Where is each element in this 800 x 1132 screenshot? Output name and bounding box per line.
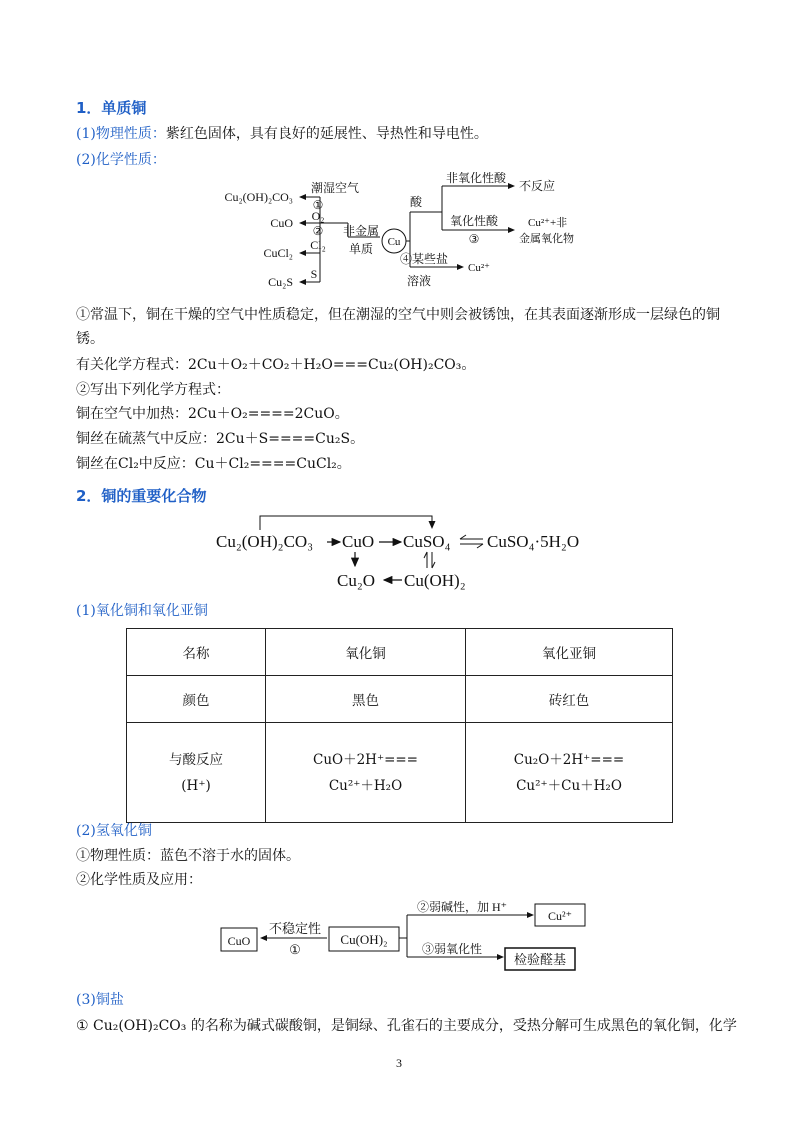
oxidizing-product-1: Cu²⁺+非 <box>528 217 568 229</box>
aldehyde-test: 检验醛基 <box>513 952 567 967</box>
hydroxide-physical: ①物理性质：蓝色不溶于水的固体。 <box>76 848 300 864</box>
reagent-moist-air: 潮湿空气 <box>310 181 360 195</box>
copper-salt-subtitle: (3)铜盐 <box>76 992 124 1008</box>
flow-cuso4-5h2o: CuSO₄·5H₂O <box>487 532 580 551</box>
cu-center: Cu <box>387 236 401 248</box>
chemical-properties-label: (2)化学性质： <box>76 152 166 168</box>
nonmetal-label-1: 非金属 <box>343 224 380 238</box>
oxides-subtitle: (1)氧化铜和氧化亚铜 <box>76 603 208 619</box>
no-reaction: 不反应 <box>519 179 556 193</box>
cu2o-acid-line2: Cu²⁺＋Cu＋H₂O <box>516 777 622 794</box>
salt-product: Cu²⁺ <box>468 262 490 274</box>
section-2-title: 2．铜的重要化合物 <box>76 487 207 505</box>
salt-solution-2: 溶液 <box>407 274 432 288</box>
acid-label-line1: 与酸反应 <box>169 751 223 768</box>
product-cu2s: Cu₂S <box>268 275 293 289</box>
equation-rust: 有关化学方程式：2Cu＋O₂＋CO₂＋H₂O===Cu₂(OH)₂CO₃。 <box>76 357 476 373</box>
product-cuo: CuO <box>270 216 293 230</box>
hyd-cuo: CuO <box>227 934 251 948</box>
copper-reaction-diagram <box>210 172 600 298</box>
table-cu2o-acid <box>466 723 673 823</box>
hydroxide-subtitle: (2)氢氧化铜 <box>76 823 152 839</box>
weak-base-label: ②弱碱性，加 H⁺ <box>417 900 508 914</box>
hyd-cu2plus: Cu²⁺ <box>548 909 572 923</box>
table-header-name: 名称 <box>127 629 266 676</box>
reagent-cl2: Cl₂ <box>310 238 326 252</box>
paragraph-corrosion: ①常温下，铜在干燥的空气中性质稳定，但在潮湿的空气中则会被锈蚀，在其表面逐渐形成一层绿色的铜 <box>76 307 720 323</box>
label-num2: ② <box>312 224 324 238</box>
acid-label: 酸 <box>410 195 423 209</box>
table-cu2o-color: 砖红色 <box>466 676 673 723</box>
write-equations-heading: ②写出下列化学方程式： <box>76 382 230 398</box>
reagent-s: S <box>310 267 318 281</box>
table-cuo-color: 黑色 <box>266 676 466 723</box>
equation-heating: 铜在空气中加热：2Cu＋O₂====2CuO。 <box>76 406 349 422</box>
table-row <box>127 676 673 723</box>
oxidizing-product-2: 金属氧化物 <box>519 233 574 245</box>
hyd-cuoh2: Cu(OH)₂ <box>340 932 388 947</box>
acid-label-line2: (H⁺) <box>181 777 211 794</box>
table-acid-label <box>127 723 266 823</box>
hydroxide-diagram <box>215 893 595 977</box>
page-number: 3 <box>396 1056 402 1070</box>
cu2o-acid-line1: Cu₂O＋2H⁺=== <box>513 751 625 768</box>
reagent-o2: O₂ <box>311 209 325 223</box>
table-color-label: 颜色 <box>127 676 266 723</box>
table-header-cu2o: 氧化亚铜 <box>466 629 673 676</box>
label-num1: ① <box>312 198 324 212</box>
physical-properties-label: (1)物理性质： <box>76 126 166 142</box>
table-row <box>127 723 673 823</box>
non-oxidizing-acid: 非氧化性酸 <box>445 172 507 185</box>
hydroxide-chemical-heading: ②化学性质及应用： <box>76 872 202 888</box>
product-cucl2: CuCl₂ <box>263 246 293 260</box>
cuo-acid-line1: CuO＋2H⁺=== <box>312 751 418 768</box>
nonmetal-label-2: 单质 <box>349 242 374 256</box>
weak-oxidizing-label: ③弱氧化性 <box>422 942 483 956</box>
flow-cuso4: CuSO₄ <box>403 532 451 551</box>
oxide-comparison-table <box>126 628 673 823</box>
copper-salt-paragraph: ① Cu₂(OH)₂CO₃ 的名称为碱式碳酸铜，是铜绿、孔雀石的主要成分，受热分解可生成黑色的氧化铜，化学 <box>76 1018 737 1034</box>
physical-properties-line <box>76 124 488 144</box>
salt-solution-1: ④某些盐 <box>400 252 449 266</box>
physical-properties-text: 紫红色固体，具有良好的延展性、导热性和导电性。 <box>165 126 488 142</box>
unstable-label: 不稳定性 <box>268 921 322 936</box>
paragraph-corrosion-cont: 锈。 <box>76 331 104 347</box>
table-row <box>127 629 673 676</box>
flow-cuo: CuO <box>342 532 375 551</box>
equation-chlorine: 铜丝在Cl₂中反应：Cu＋Cl₂====CuCl₂。 <box>76 456 351 472</box>
flow-cuoh2: Cu(OH)₂ <box>404 571 466 590</box>
flow-cu2oh2co3: Cu₂(OH)₂CO₃ <box>216 532 314 551</box>
hyd-num1: ① <box>289 942 301 957</box>
product-cu2oh2co3: Cu₂(OH)₂CO₃ <box>224 190 293 204</box>
table-header-cuo: 氧化铜 <box>266 629 466 676</box>
table-cuo-acid <box>266 723 466 823</box>
compound-flow-diagram <box>210 508 600 594</box>
cuo-acid-line2: Cu²⁺＋H₂O <box>328 777 403 794</box>
label-num3: ③ <box>468 232 480 246</box>
oxidizing-acid: 氧化性酸 <box>449 214 499 228</box>
equation-sulfur: 铜丝在硫蒸气中反应：2Cu＋S====Cu₂S。 <box>76 431 365 447</box>
flow-cu2o: Cu₂O <box>337 571 376 590</box>
section-1-title: 1．单质铜 <box>76 99 147 117</box>
